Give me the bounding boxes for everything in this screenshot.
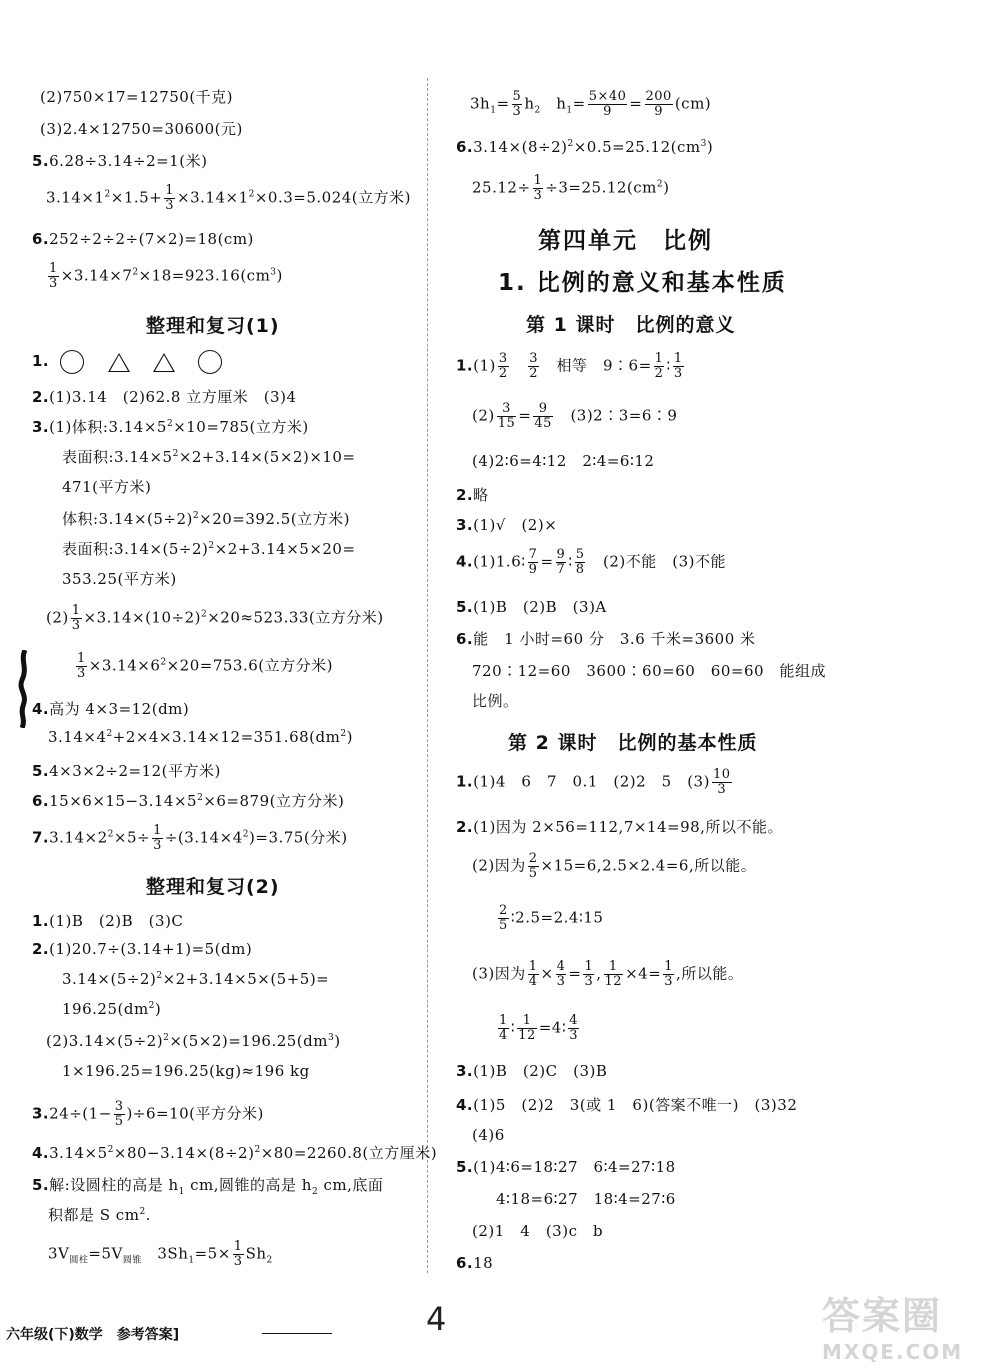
fraction: $\frac{1}{3}$: [71, 603, 81, 633]
answer-line: (2) $\frac{3}{15}$ = $\frac{9}{45}$ (3)2∶3=6∶9: [472, 401, 678, 431]
answer-line: 2.(1)3.14 (2)62.8 立方厘米 (3)4: [32, 388, 297, 406]
fraction: $\frac{1}{3}$: [664, 959, 674, 989]
lesson-title: 第 2 课时 比例的基本性质: [508, 732, 758, 754]
answer-line: 471(平方米): [62, 478, 152, 496]
answer-line: 6.18: [456, 1254, 494, 1272]
fraction: $\frac{1}{3}$: [49, 261, 58, 291]
fraction: $\frac{5\times 40}{9}$: [588, 89, 627, 119]
answer-line: 4.(1)1.6∶ $\frac{7}{9}$ = $\frac{9}{7}$ ∶ $\frac{5}{8}$ (2)不能 (3)不能: [456, 547, 726, 577]
answer-line: 1.: [32, 350, 240, 374]
fraction: $\frac{3}{2}$: [498, 351, 508, 381]
section-title: 整理和复习(2): [146, 876, 280, 898]
answer-line: $3h_1=$ $\frac{5}{3}$ $h_2$ $h_1=$ $\frac{5\times 40}{9}$ = $\frac{200}{9}$ (cm): [470, 89, 712, 119]
answer-line: 6.能 1 小时=60 分 3.6 千米=3600 米: [456, 630, 756, 648]
answer-line: $7.3.14\times 2^2\times 5\div$ $\frac{1}{3}$ $\div(3.14\times 4^2)=3.75$(分米): [32, 823, 348, 853]
answer-line: (2) $\frac{1}{3}$ $\times 3.14\times(10\div 2)^2\times 20\approx 523.33$(立方分米): [46, 603, 384, 633]
answer-line: 4.(1)5 (2)2 3(或 1 6)(答案不唯一) (3)32: [456, 1096, 798, 1114]
answer-line: 5.4×3×2÷2=12(平方米): [32, 762, 221, 780]
section-title: 整理和复习(1): [146, 315, 280, 337]
answer-line: 5.(1)4∶6=18∶27 6∶4=27∶18: [456, 1158, 676, 1176]
answer-line: $3.14\times 1^2\times 1.5+$ $\frac{1}{3}$ $\times 3.14\times 1^2\times 0.3=5.024$(立方米): [46, 183, 411, 213]
answer-line: $(2)3.14\times(5\div 2)^2\times(5\times 2)=196.25(dm^3)$: [46, 1032, 341, 1050]
answer-line: 表面积$:3.14\times 5^2\times 2+3.14\times(5\times 2)\times 10=$: [62, 448, 356, 466]
answer-line: 353.25(平方米): [62, 570, 177, 588]
ink-mark-icon: [16, 650, 34, 728]
answer-line: (3)因为 $\frac{1}{4}$ × $\frac{4}{3}$ = $\frac{1}{3}$ , $\frac{1}{12}$ ×4= $\frac{1}{3}$ ,所以能。: [472, 959, 744, 989]
triangle-icon: [153, 353, 175, 372]
page-footer: 六年级(下)数学 参考答案]: [6, 1327, 180, 1343]
answer-line: $3V_{圆柱}=5V_{圆锥}$ $3Sh_1=5\times$ $\frac{1}{3}$ $Sh_2$: [48, 1239, 273, 1269]
fraction: $\frac{5}{3}$: [512, 89, 522, 119]
answer-line: 720∶12=60 3600∶60=60 60=60 能组成: [472, 662, 827, 680]
answer-line: 1.(1) $\frac{3}{2}$ $\frac{3}{2}$ 相等 9∶6= $\frac{1}{2}$ ∶ $\frac{1}{3}$: [456, 351, 683, 381]
unit-title: 第四单元 比例: [538, 228, 713, 254]
answer-line: 2.略: [456, 486, 489, 504]
fraction: $\frac{7}{9}$: [528, 547, 538, 577]
answer-line: $\frac{2}{5}$ ∶2.5=2.4∶15: [499, 903, 604, 933]
watermark: [822, 1285, 992, 1363]
fraction: $\frac{3}{5}$: [114, 1099, 124, 1129]
answer-line: 3.(1)体积$:3.14\times 5^2\times 10=785$(立方米): [32, 418, 309, 436]
fraction: $\frac{1}{3}$: [533, 173, 543, 203]
answer-line: (4)2∶6=4∶12 2∶4=6∶12: [472, 452, 655, 470]
answer-line: 2.(1)20.7÷(3.14+1)=5(dm): [32, 940, 253, 958]
fraction: $\frac{3}{15}$: [497, 401, 516, 431]
watermark-url: MXQE.COM: [822, 1340, 964, 1364]
fraction: $\frac{1}{12}$: [518, 1013, 536, 1043]
fraction: $\frac{10}{3}$: [712, 767, 731, 797]
answer-line: (3)2.4×12750=30600(元): [40, 120, 243, 138]
footer-rule: [262, 1333, 332, 1334]
answer-line: $3.14\times(5\div 2)^2\times 2+3.14\times 5\times(5+5)=$: [62, 970, 330, 988]
fraction: $\frac{200}{9}$: [645, 89, 672, 119]
answer-line: (2)750×17=12750(千克): [40, 88, 234, 106]
answer-line: (2)因为 $\frac{2}{5}$ ×15=6,2.5×2.4=6,所以能。: [472, 851, 757, 881]
answer-line: $6.3.14\times(8\div 2)^2\times 0.5=25.12(cm^3)$: [456, 138, 714, 156]
fraction: $\frac{1}{3}$: [673, 351, 683, 381]
fraction: $\frac{1}{4}$: [499, 1013, 508, 1043]
watermark-text: 答案圈: [822, 1294, 943, 1338]
answer-line: 2.(1)因为 2×56=112,7×14=98,所以不能。: [456, 818, 783, 836]
answer-line: 25.12÷ $\frac{1}{3}$ $\div 3=25.12(cm^2)$: [472, 173, 670, 203]
fraction: $\frac{1}{3}$: [584, 959, 594, 989]
answer-line: $\frac{1}{4}$ ∶ $\frac{1}{12}$ =4∶ $\frac{4}{3}$: [499, 1013, 579, 1043]
answer-line: $196.25(dm^2)$: [62, 1000, 162, 1018]
answer-line: $6.15\times 6\times 15-3.14\times 5^2\times 6=879$(立方分米): [32, 792, 345, 810]
answer-line: 1×196.25=196.25(kg)≈196 kg: [62, 1062, 310, 1080]
fraction: $\frac{5}{8}$: [575, 547, 585, 577]
column-divider: [427, 78, 428, 1273]
answer-line: 5.解:设圆柱的高是 $h_1$ cm,圆锥的高是 $h_2$ cm,底面: [32, 1176, 384, 1197]
answer-line: 比例。: [472, 692, 519, 710]
answer-line: (2)1 4 (3)c b: [472, 1222, 604, 1240]
fraction: $\frac{1}{12}$: [604, 959, 623, 989]
answer-line: $3.14\times 4^2+2\times 4\times 3.14\times 12=351.68(dm^2)$: [48, 728, 353, 746]
section-title: 1. 比例的意义和基本性质: [498, 270, 787, 296]
answer-line: $\frac{1}{3}$ $\times 3.14\times 6^2\times 20=753.6$(立方分米): [77, 651, 333, 681]
answer-line: 表面积$:3.14\times(5\div 2)^2\times 2+3.14\times 5\times 20=$: [62, 540, 356, 558]
answer-line: $\frac{1}{3}$ $\times 3.14\times 7^2\times 18=923.16(cm^3)$: [49, 261, 283, 291]
triangle-icon: [108, 353, 130, 372]
fraction: $\frac{1}{2}$: [654, 351, 664, 381]
fraction: $\frac{1}{4}$: [528, 959, 538, 989]
circle-icon: [198, 350, 222, 374]
answer-line: 1.(1)4 6 7 0.1 (2)2 5 (3) $\frac{10}{3}$: [456, 767, 731, 797]
fraction: $\frac{3}{2}$: [529, 351, 538, 381]
answer-line: 4∶18=6∶27 18∶4=27∶6: [496, 1190, 676, 1208]
fraction: $\frac{1}{3}$: [77, 651, 86, 681]
answer-line: 体积$:3.14\times(5\div 2)^2\times 20=392.5$(立方米): [62, 510, 350, 528]
fraction: $\frac{4}{3}$: [569, 1013, 579, 1043]
answer-line: (4)6: [472, 1126, 505, 1144]
fraction: $\frac{1}{3}$: [165, 183, 175, 213]
answer-line: 3.24÷(1− $\frac{3}{5}$ )÷6=10(平方分米): [32, 1099, 264, 1129]
answer-line: 3.(1)√ (2)×: [456, 516, 558, 534]
fraction: $\frac{1}{3}$: [153, 823, 162, 853]
fraction: $\frac{9}{45}$: [534, 401, 552, 431]
fraction: $\frac{4}{3}$: [556, 959, 566, 989]
answer-line: 4.高为 4×3=12(dm): [32, 700, 190, 718]
answer-line: 1.(1)B (2)B (3)C: [32, 912, 184, 930]
answer-line: $4.3.14\times 5^2\times 80-3.14\times(8\div 2)^2\times 80=2260.8$(立方厘米): [32, 1144, 438, 1162]
fraction: $\frac{2}{5}$: [528, 851, 538, 881]
page-number: 4: [426, 1300, 447, 1338]
answer-line: 6.252÷2÷2÷(7×2)=18(cm): [32, 230, 254, 248]
lesson-title: 第 1 课时 比例的意义: [526, 314, 736, 336]
answer-line: 积都是 S $cm^2$.: [48, 1206, 151, 1224]
fraction: $\frac{2}{5}$: [499, 903, 508, 933]
fraction: $\frac{1}{3}$: [233, 1239, 243, 1269]
answer-line: 3.(1)B (2)C (3)B: [456, 1062, 608, 1080]
circle-icon: [60, 350, 84, 374]
answer-line: 5.6.28÷3.14÷2=1(米): [32, 152, 208, 170]
fraction: $\frac{9}{7}$: [556, 547, 566, 577]
answer-line: 5.(1)B (2)B (3)A: [456, 598, 607, 616]
